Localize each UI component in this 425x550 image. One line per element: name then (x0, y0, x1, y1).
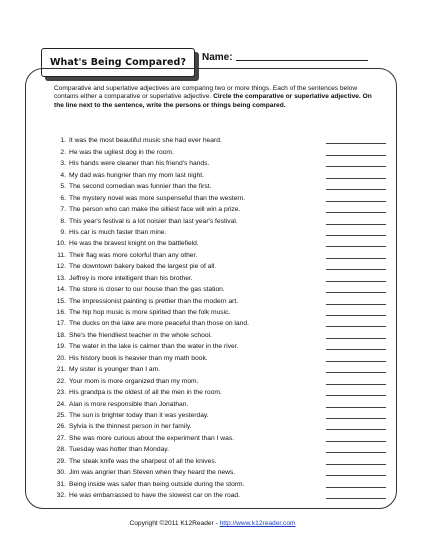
footer (0, 520, 425, 527)
answer-line[interactable] (326, 337, 386, 339)
answer-line[interactable] (326, 188, 386, 190)
sentence-list (56, 134, 386, 500)
answer-line[interactable] (326, 200, 386, 202)
sentence-item (56, 409, 386, 420)
sentence-item (56, 168, 386, 179)
sentence-text: The store is closer to our house than the gas station. (69, 286, 225, 294)
answer-line[interactable] (326, 406, 386, 408)
sentence-item (56, 203, 386, 214)
sentence-item (56, 294, 386, 305)
sentence-item (56, 248, 386, 259)
sentence-item (56, 157, 386, 168)
answer-line[interactable] (326, 394, 386, 396)
sentence-number: 20. (56, 354, 66, 362)
sentence-text: My dad was hungrier than my mom last night. (69, 171, 204, 179)
sentence-item (56, 260, 386, 271)
sentence-text: Your mom is more organized than my mom. (69, 377, 199, 385)
sentence-number: 30. (56, 469, 66, 477)
sentence-item (56, 317, 386, 328)
sentence-number: 16. (56, 309, 66, 316)
answer-line[interactable] (326, 268, 386, 270)
sentence-number: 22. (56, 377, 66, 385)
sentence-number: 5. (60, 183, 66, 191)
sentence-text: Being inside was safer than being outside during the storm. (69, 480, 245, 488)
sentence-item (56, 271, 386, 282)
sentence-number: 26. (56, 423, 66, 431)
sentence-item (56, 237, 386, 248)
sentence-text: The mystery novel was more suspenseful than the western. (69, 194, 246, 202)
answer-line[interactable] (326, 154, 386, 156)
sentence-number: 17. (56, 320, 66, 328)
sentence-number: 32. (56, 492, 66, 499)
sentence-text: The second comedian was funnier than the first. (69, 183, 212, 191)
name-label: Name: (202, 52, 233, 63)
answer-line[interactable] (326, 440, 386, 442)
answer-line[interactable] (326, 417, 386, 419)
sentence-text: The steak knife was the sharpest of all the knives. (69, 457, 217, 465)
sentence-item (56, 226, 386, 237)
sentence-item (56, 386, 386, 397)
sentence-text: The hip hop music is more spirited than the folk music. (69, 309, 231, 316)
name-field (202, 52, 368, 63)
sentence-number: 18. (56, 331, 66, 339)
answer-line[interactable] (326, 383, 386, 385)
sentence-item (56, 466, 386, 477)
sentence-item (56, 191, 386, 202)
sentence-number: 12. (56, 263, 66, 271)
sentence-number: 28. (56, 446, 66, 454)
sentence-item (56, 328, 386, 339)
answer-line[interactable] (326, 371, 386, 373)
answer-line[interactable] (326, 257, 386, 259)
answer-line[interactable] (326, 177, 386, 179)
copyright-text: Copyright ©2011 K12Reader - (129, 520, 220, 527)
sentence-item (56, 420, 386, 431)
sentence-number: 4. (60, 171, 66, 179)
sentence-text: The sun is brighter today than it was yesterday. (69, 411, 209, 419)
name-line[interactable] (236, 59, 368, 61)
instructions-intro: Comparative and superlative adjectives are comparing two or more things. Each of the sentences below contains either a comparative or superlative adjective. (54, 85, 358, 101)
answer-line[interactable] (326, 165, 386, 167)
sentence-number: 2. (60, 148, 66, 156)
sentence-text: His history book is heavier than my math book. (69, 354, 208, 362)
sentence-text: The impressionist painting is prettier than the modern art. (69, 297, 239, 305)
answer-line[interactable] (326, 451, 386, 453)
answer-line[interactable] (326, 211, 386, 213)
instructions (54, 85, 380, 110)
sentence-number: 25. (56, 411, 66, 419)
footer-link[interactable]: http://www.k12reader.com (219, 520, 296, 527)
answer-line[interactable] (326, 348, 386, 350)
sentence-number: 31. (56, 480, 66, 488)
sentence-number: 15. (56, 297, 66, 305)
sentence-number: 24. (56, 400, 66, 408)
sentence-item (56, 283, 386, 294)
sentence-item (56, 363, 386, 374)
sentence-text: My sister is younger than I am. (69, 366, 161, 374)
sentence-number: 21. (56, 366, 66, 374)
sentence-item (56, 306, 386, 317)
sentence-item (56, 397, 386, 408)
sentence-text: She's the friendliest teacher in the whole school. (69, 331, 212, 339)
sentence-text: Tuesday was hotter than Monday. (69, 446, 169, 454)
answer-line[interactable] (326, 497, 386, 499)
sentence-item (56, 145, 386, 156)
sentence-text: The water in the lake is calmer than the water in the river. (69, 343, 239, 351)
worksheet-title-text: What's Being Compared? (49, 57, 187, 68)
sentence-text: The downtown bakery baked the largest pie of all. (69, 263, 217, 271)
sentence-text: He was the ugliest dog in the room. (69, 148, 174, 156)
sentence-number: 23. (56, 389, 66, 397)
sentence-text: His car is much faster than mine. (69, 228, 167, 236)
sentence-text: Their flag was more colorful than any other. (69, 251, 198, 259)
sentence-number: 7. (60, 206, 66, 214)
sentence-number: 14. (56, 286, 66, 294)
sentence-text: The person who can make the silliest face will win a prize. (69, 206, 241, 214)
sentence-item (56, 340, 386, 351)
answer-line[interactable] (326, 245, 386, 247)
sentence-item (56, 477, 386, 488)
sentence-text: It was the most beautiful music she had ever heard. (69, 137, 222, 145)
answer-line[interactable] (326, 463, 386, 465)
answer-line[interactable] (326, 486, 386, 488)
sentence-item (56, 443, 386, 454)
sentence-text: Alan is more responsible than Jonathan. (69, 400, 189, 408)
sentence-item (56, 454, 386, 465)
answer-line[interactable] (326, 223, 386, 225)
sentence-text: The ducks on the lake are more peaceful than those on land. (69, 320, 249, 328)
sentence-number: 11. (57, 251, 66, 259)
sentence-item (56, 374, 386, 385)
sentence-item (56, 351, 386, 362)
sentence-number: 29. (56, 457, 66, 465)
sentence-item (56, 214, 386, 225)
answer-line[interactable] (326, 280, 386, 282)
answer-line[interactable] (326, 428, 386, 430)
sentence-text: This year's festival is a lot noisier than last year's festival. (69, 217, 238, 225)
answer-line[interactable] (326, 325, 386, 327)
answer-line[interactable] (326, 303, 386, 305)
sentence-text: His grandpa is the oldest of all the men in the room. (69, 389, 222, 397)
sentence-number: 13. (56, 274, 66, 282)
sentence-number: 10. (56, 240, 66, 248)
sentence-number: 1. (60, 137, 66, 145)
answer-line[interactable] (326, 234, 386, 236)
sentence-number: 27. (56, 434, 66, 442)
sentence-text: Jim was angrier than Steven when they heard the news. (69, 469, 236, 477)
answer-line[interactable] (326, 314, 386, 316)
answer-line[interactable] (326, 360, 386, 362)
sentence-number: 6. (60, 194, 66, 202)
sentence-item (56, 134, 386, 145)
sentence-text: He was the bravest knight on the battlefield. (69, 240, 199, 248)
sentence-text: He was embarrassed to have the slowest car on the road. (69, 492, 240, 499)
answer-line[interactable] (326, 474, 386, 476)
sentence-item (56, 489, 386, 500)
sentence-text: Sylvia is the thinnest person in her family. (69, 423, 192, 431)
sentence-number: 9. (60, 228, 66, 236)
sentence-item (56, 431, 386, 442)
sentence-item (56, 180, 386, 191)
sentence-number: 3. (60, 160, 66, 168)
sentence-text: His hands were cleaner than his friend's hands. (69, 160, 210, 168)
sentence-text: She was more curious about the experiment than I was. (69, 434, 235, 442)
instructions-bold: Circle the comparative or superlative adjective. On the line next to the sentence, write the persons or things being compared. (54, 93, 372, 109)
answer-line[interactable] (326, 291, 386, 293)
sentence-number: 19. (56, 343, 66, 351)
answer-line[interactable] (326, 142, 386, 144)
sentence-text: Jeffrey is more intelligent than his brother. (69, 274, 193, 282)
sentence-number: 8. (60, 217, 66, 225)
